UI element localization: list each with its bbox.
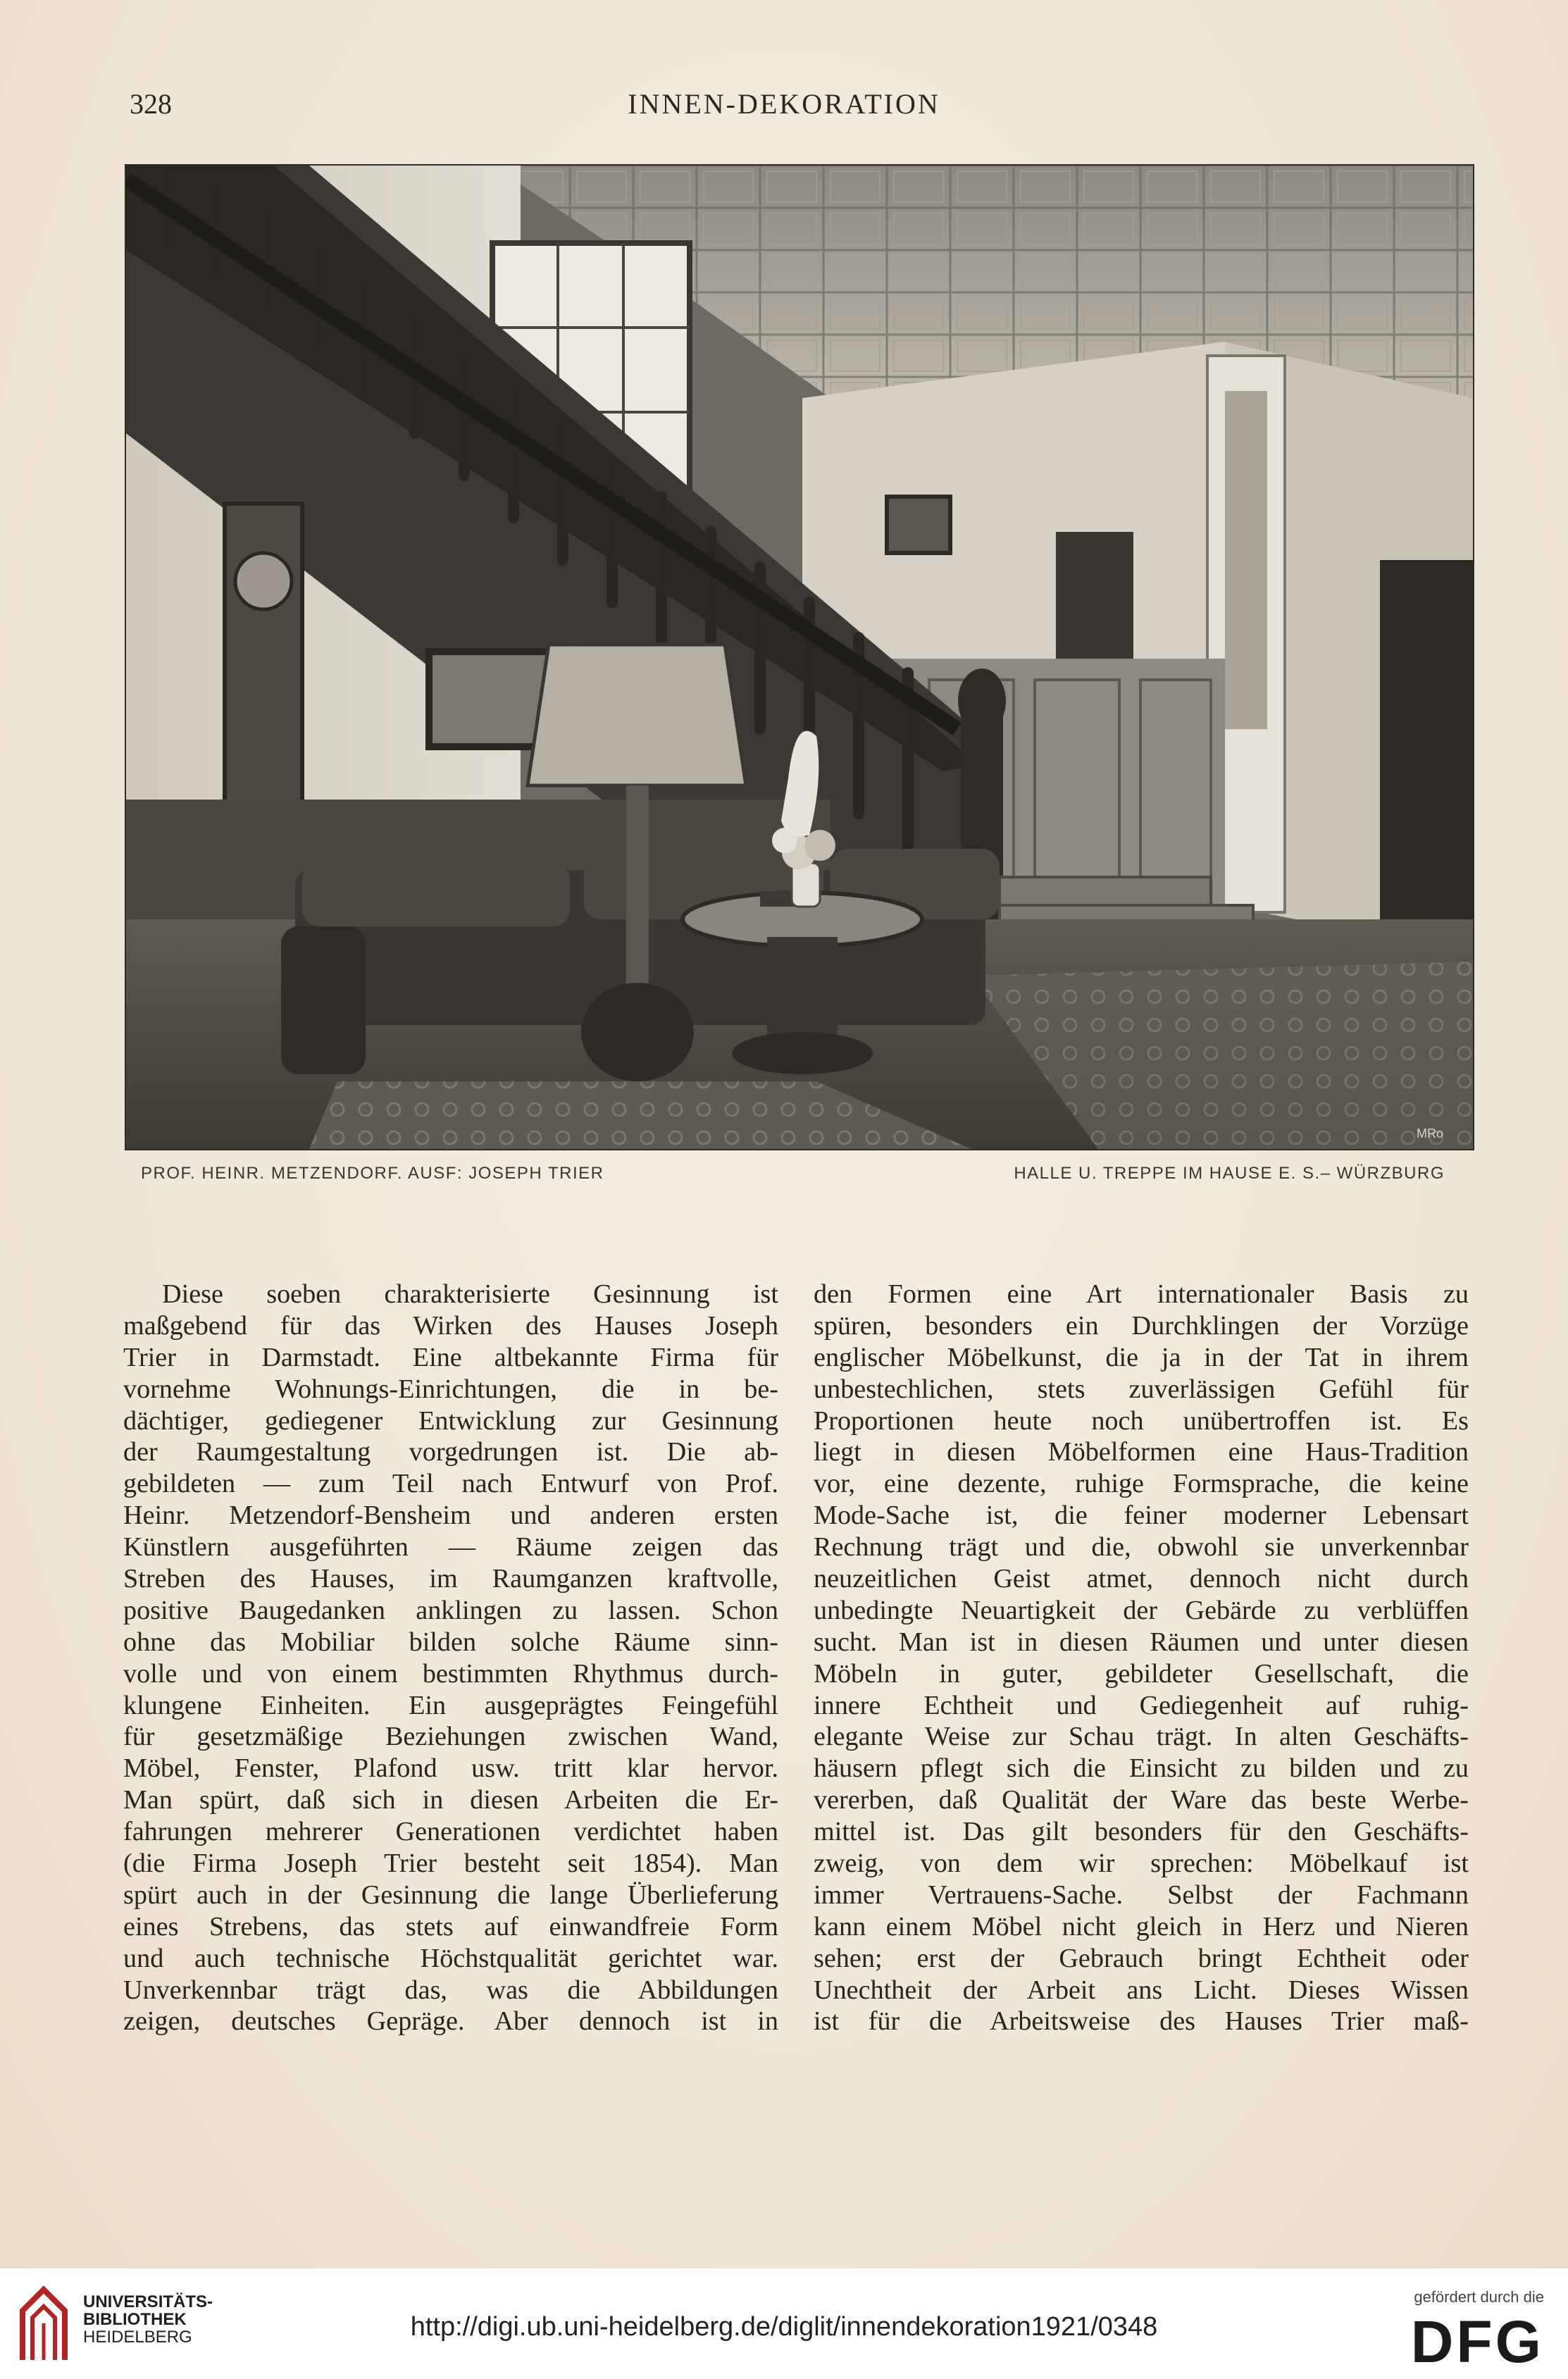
text-line: und auch technische Höchstqualität gerichtet war. <box>123 1943 778 1973</box>
photographer-signature: MRo <box>1416 1126 1443 1141</box>
text-line: Proportionen heute noch unübertroffen ist. Es <box>814 1405 1469 1436</box>
text-column-left <box>123 1279 778 2037</box>
text-line: ohne das Mobiliar bilden solche Räume sinn- <box>123 1627 778 1657</box>
library-name-line: UNIVERSITÄTS- <box>83 2292 213 2311</box>
text-line: kann einem Möbel nicht gleich in Herz und Nieren <box>814 1911 1469 1942</box>
text-line: vererben, daß Qualität der Ware das beste Werbe- <box>814 1785 1469 1815</box>
text-line: spürt auch in der Gesinnung die lange Überlieferung <box>123 1880 778 1910</box>
text-line: unbedingte Neuartigkeit der Gebärde zu verblüffen <box>814 1595 1469 1625</box>
text-line: immer Vertrauens-Sache. Selbst der Fachmann <box>814 1880 1469 1910</box>
text-line: klungene Einheiten. Ein ausgeprägtes Feingefühl <box>123 1690 778 1720</box>
photo-illustration <box>126 166 1473 1149</box>
text-line: (die Firma Joseph Trier besteht seit 1854). Man <box>123 1849 778 1879</box>
text-line: maßgebend für das Wirken des Hauses Joseph <box>123 1310 778 1341</box>
text-line: englischer Möbelkunst, die ja in der Tat in ihrem <box>814 1342 1469 1372</box>
dfg-logo: DFG <box>1410 2309 1544 2375</box>
text-line: Man spürt, daß sich in diesen Arbeiten die Er- <box>123 1785 778 1815</box>
text-line: Möbel, Fenster, Plafond usw. tritt klar hervor. <box>123 1753 778 1784</box>
text-line: liegt in diesen Möbelformen eine Haus-Tradition <box>814 1437 1469 1467</box>
text-line: für gesetzmäßige Beziehungen zwischen Wand, <box>123 1722 778 1752</box>
text-line: Unverkennbar trägt das, was die Abbildungen <box>123 1975 778 2005</box>
text-line: den Formen eine Art internationaler Basis zu <box>814 1279 1469 1309</box>
funding-note: gefördert durch die <box>1414 2288 1544 2306</box>
text-line: der Raumgestaltung vorgedrungen ist. Die ab- <box>123 1437 778 1467</box>
text-line: zweig, von dem wir sprechen: Möbelkauf ist <box>814 1849 1469 1879</box>
text-line: Unechtheit der Arbeit ans Licht. Dieses Wissen <box>814 1975 1469 2005</box>
text-line: positive Baugedanken anklingen zu lassen. Schon <box>123 1595 778 1625</box>
digitization-footer <box>0 2268 1568 2379</box>
text-line: vor, eine dezente, ruhige Formsprache, die keine <box>814 1469 1469 1499</box>
text-line: gebildeten — zum Teil nach Entwurf von Prof. <box>123 1469 778 1499</box>
text-line: Streben des Hauses, im Raumganzen kraftvolle, <box>123 1564 778 1594</box>
hall-staircase-photograph <box>125 164 1474 1150</box>
caption-location: HALLE U. TREPPE IM HAUSE E. S.– WÜRZBURG <box>1014 1164 1445 1183</box>
text-line: sucht. Man ist in diesen Räumen und unter diesen <box>814 1627 1469 1657</box>
page-number: 328 <box>130 88 172 120</box>
caption-architect: PROF. HEINR. METZENDORF. AUSF: JOSEPH TRIER <box>141 1164 604 1183</box>
text-line: sehen; erst der Gebrauch bringt Echtheit oder <box>814 1943 1469 1973</box>
text-line: Mode-Sache ist, die feiner moderner Lebensart <box>814 1501 1469 1531</box>
text-line: mittel ist. Das gilt besonders für den Geschäfts- <box>814 1817 1469 1847</box>
text-line: Möbeln in guter, gebildeter Gesellschaft, die <box>814 1658 1469 1689</box>
text-line: spüren, besonders ein Durchklingen der Vorzüge <box>814 1310 1469 1341</box>
text-line: Trier in Darmstadt. Eine altbekannte Firma für <box>123 1342 778 1372</box>
text-line: unbestechlichen, stets zuverlässigen Gefühl für <box>814 1374 1469 1404</box>
text-line: eines Strebens, das stets auf einwandfreie Form <box>123 1911 778 1942</box>
text-column-right <box>814 1279 1469 2037</box>
library-name-line: BIBLIOTHEK <box>83 2310 187 2329</box>
library-name-line: HEIDELBERG <box>83 2328 192 2347</box>
text-line: ist für die Arbeitsweise des Hauses Trier maß- <box>814 2006 1469 2037</box>
text-line: neuzeitlichen Geist atmet, dennoch nicht durch <box>814 1564 1469 1594</box>
text-line: dächtiger, gediegener Entwicklung zur Gesinnung <box>123 1405 778 1436</box>
text-line: volle und von einem bestimmten Rhythmus durch- <box>123 1658 778 1689</box>
text-line: fahrungen mehrerer Generationen verdichtet haben <box>123 1817 778 1847</box>
source-url-link[interactable]: http://digi.ub.uni-heidelberg.de/diglit/innendekoration1921/0348 <box>410 2312 1158 2342</box>
text-line: zeigen, deutsches Gepräge. Aber dennoch ist in <box>123 2006 778 2037</box>
text-line: häusern pflegt sich die Einsicht zu bilden und zu <box>814 1753 1469 1784</box>
framed-painting <box>429 652 549 747</box>
text-line: Rechnung trägt und die, obwohl sie unverkennbar <box>814 1532 1469 1563</box>
text-line: Heinr. Metzendorf-Bensheim und anderen ersten <box>123 1501 778 1531</box>
text-line: elegante Weise zur Schau trägt. In alten Geschäfts- <box>814 1722 1469 1752</box>
text-line: Künstlern ausgeführten — Räume zeigen das <box>123 1532 778 1563</box>
text-line: Diese soeben charakterisierte Gesinnung ist <box>162 1279 778 1309</box>
running-title: INNEN-DEKORATION <box>628 88 940 120</box>
text-line: vornehme Wohnungs-Einrichtungen, die in be- <box>123 1374 778 1404</box>
text-line: innere Echtheit und Gediegenheit auf ruhig- <box>814 1690 1469 1720</box>
